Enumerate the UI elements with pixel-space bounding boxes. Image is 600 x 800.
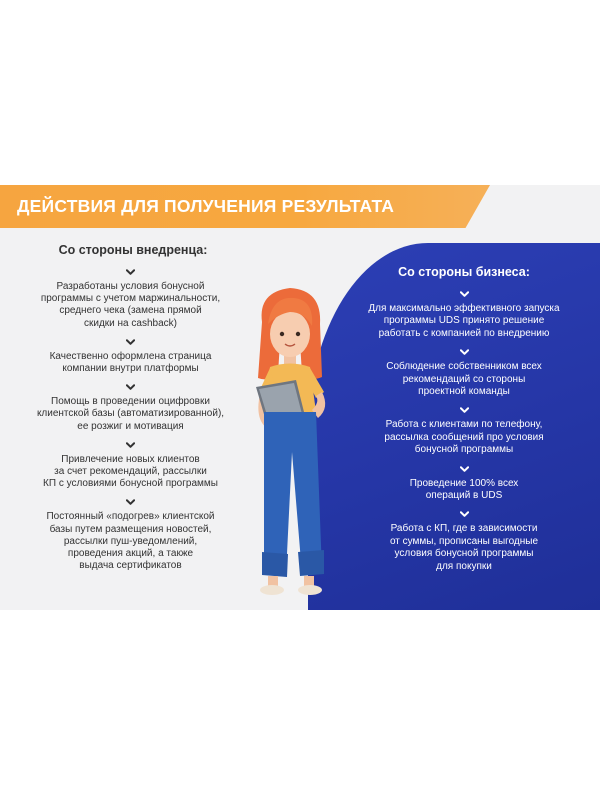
chevron-down-icon <box>460 349 469 356</box>
chevron-down-icon <box>126 269 135 276</box>
item-line: условия бонусной программы <box>394 548 534 560</box>
item-line: Соблюдение собственником всех <box>386 361 542 373</box>
item-line: компании внутри платформы <box>62 363 199 375</box>
chevron-down-icon <box>126 339 135 346</box>
item-line: среднего чека (замена прямой <box>59 305 202 317</box>
item-line: Работа с клиентами по телефону, <box>385 419 543 431</box>
item-line: за счет рекомендаций, рассылки <box>54 466 207 478</box>
woman-with-tablet-illustration <box>240 282 340 610</box>
item-line: проведения акций, а также <box>67 548 194 560</box>
chevron-down-icon <box>460 291 469 298</box>
business-action-item <box>340 466 588 503</box>
item-line: Привлечение новых клиентов <box>61 453 200 465</box>
item-line: операций в UDS <box>425 490 503 502</box>
item-line: выдача сертификатов <box>79 560 182 572</box>
business-action-item <box>340 511 588 573</box>
implementer-action-item <box>18 499 243 572</box>
item-line: рассылка сообщений про условия <box>384 431 544 443</box>
item-line: для покупки <box>436 560 492 572</box>
chevron-down-icon <box>126 499 135 506</box>
implementer-heading: Со стороны внедренца: <box>58 243 208 257</box>
item-line: программы с учетом маржинальности, <box>40 293 221 305</box>
business-list <box>340 291 588 573</box>
item-line: скидки на cashback) <box>84 317 177 329</box>
item-line: проектной команды <box>418 386 510 398</box>
business-column <box>340 265 588 582</box>
chevron-down-icon <box>460 407 469 414</box>
chevron-down-icon <box>126 442 135 449</box>
slide <box>0 185 600 610</box>
item-line: рекомендаций со стороны <box>402 373 526 385</box>
item-line: бонусной программы <box>414 444 514 456</box>
implementer-action-item <box>18 442 243 491</box>
item-line: от суммы, прописаны выгодные <box>389 535 539 547</box>
chevron-down-icon <box>460 511 469 518</box>
implementer-list <box>18 269 243 572</box>
item-line: КП с условиями бонусной программы <box>43 478 218 490</box>
item-line: клиентской базы (автоматизированной), <box>36 408 225 420</box>
implementer-action-item <box>18 269 243 330</box>
implementer-action-item <box>18 339 243 375</box>
item-line: Качественно оформлена страница <box>49 350 212 362</box>
item-line: Помощь в проведении оцифровки <box>51 396 210 408</box>
item-line: программы UDS принято решение <box>383 315 545 327</box>
item-line: базы путем размещения новостей, <box>49 523 212 535</box>
business-heading: Со стороны бизнеса: <box>398 265 530 279</box>
item-line: Для максимально эффективного запуска <box>368 303 560 314</box>
business-action-item <box>340 407 588 456</box>
item-line: Работа с КП, где в зависимости <box>390 523 538 535</box>
implementer-column <box>18 243 243 581</box>
item-line: ее розжиг и мотивация <box>77 420 184 432</box>
business-action-item <box>340 349 588 398</box>
implementer-action-item <box>18 384 243 433</box>
item-line: работать с компанией по внедрению <box>378 327 550 339</box>
chevron-down-icon <box>126 384 135 391</box>
chevron-down-icon <box>460 466 469 473</box>
item-line: Разработаны условия бонусной <box>56 281 205 292</box>
item-line: рассылки пуш-уведомлений, <box>63 535 198 547</box>
item-line: Проведение 100% всех <box>409 477 519 489</box>
item-line: Постоянный «подогрев» клиентской <box>46 511 215 523</box>
banner-title: ДЕЙСТВИЯ ДЛЯ ПОЛУЧЕНИЯ РЕЗУЛЬТАТА <box>17 196 395 216</box>
business-action-item <box>340 291 588 340</box>
